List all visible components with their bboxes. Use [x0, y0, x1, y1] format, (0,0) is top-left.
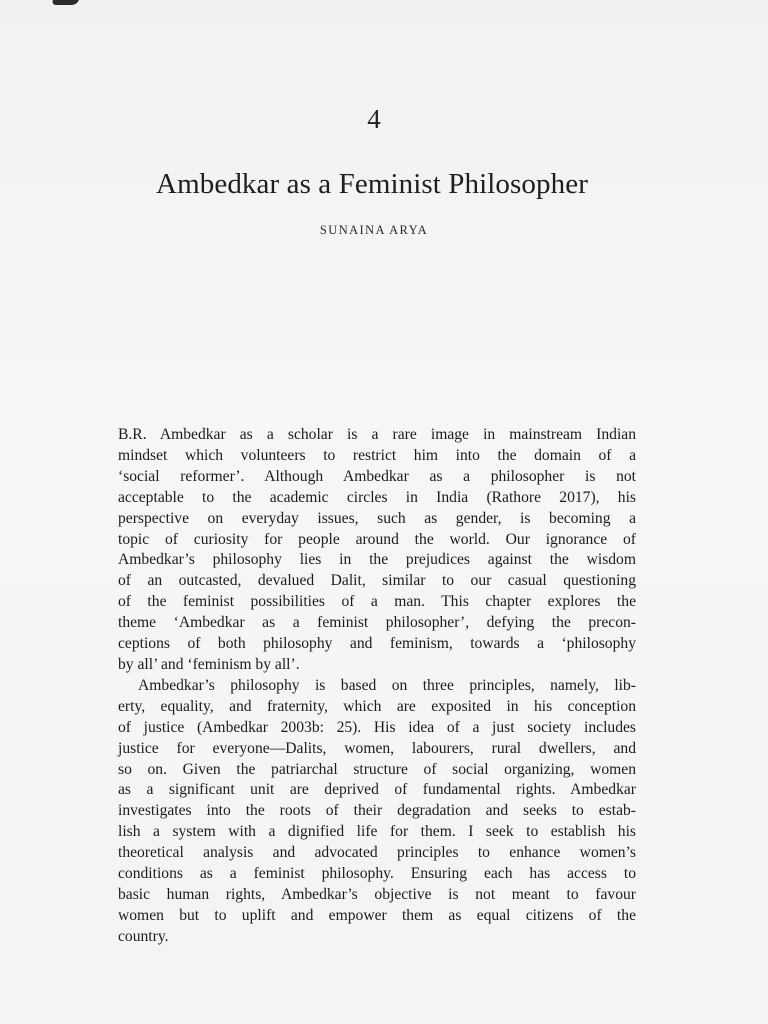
text-line: so on. Given the patriarchal structure of social organizing, women — [118, 760, 636, 778]
body-text — [118, 425, 636, 948]
text-line: theme ‘Ambedkar as a feminist philosopher’, defying the precon- — [118, 614, 636, 632]
text-line: ‘social reformer’. Although Ambedkar as a philosopher is not — [118, 467, 636, 485]
corner-smudge — [51, 0, 79, 5]
text-line: Ambedkar’s philosophy lies in the prejudices against the wisdom — [118, 551, 636, 569]
text-line: basic human rights, Ambedkar’s objective is not meant to favour — [118, 885, 636, 903]
text-line: justice for everyone—Dalits, women, labourers, rural dwellers, and — [118, 739, 636, 757]
text-line: country. — [118, 927, 169, 945]
chapter-author: SUNAINA ARYA — [319, 223, 429, 237]
chapter-title: Ambedkar as a Feminist Philosopher — [156, 168, 588, 200]
text-line: topic of curiosity for people around the world. Our ignorance of — [118, 530, 636, 548]
text-line: of the feminist possibilities of a man. This chapter explores the — [118, 593, 636, 611]
paragraph-1 — [118, 425, 636, 676]
text-line: theoretical analysis and advocated principles to enhance women’s — [118, 844, 636, 862]
text-line: mindset which volunteers to restrict him into the domain of a — [118, 446, 636, 464]
text-line: as a significant unit are deprived of fundamental rights. Ambedkar — [118, 781, 636, 799]
text-line: Ambedkar’s philosophy is based on three principles, namely, lib- — [138, 676, 636, 694]
text-line: lish a system with a dignified life for them. I seek to establish his — [118, 823, 636, 841]
text-line: investigates into the roots of their degradation and seeks to estab- — [118, 802, 636, 820]
text-line: women but to uplift and empower them as equal citizens of the — [118, 906, 636, 924]
text-line: of an outcasted, devalued Dalit, similar to our casual questioning — [118, 572, 636, 590]
text-line: B.R. Ambedkar as a scholar is a rare image in mainstream Indian — [118, 426, 636, 443]
text-line: of justice (Ambedkar 2003b: 25). His idea of a just society includes — [118, 718, 636, 736]
text-line: acceptable to the academic circles in India (Rathore 2017), his — [118, 488, 636, 506]
text-line: erty, equality, and fraternity, which are exposited in his conception — [118, 697, 636, 715]
chapter-number: 4 — [367, 104, 381, 134]
text-line: conditions as a feminist philosophy. Ensuring each has access to — [118, 865, 636, 883]
text-line: perspective on everyday issues, such as gender, is becoming a — [118, 509, 636, 527]
text-line: ceptions of both philosophy and feminism, towards a ‘philosophy — [118, 635, 636, 653]
paragraph-2 — [118, 676, 636, 948]
text-line: by all’ and ‘feminism by all’. — [118, 655, 300, 673]
